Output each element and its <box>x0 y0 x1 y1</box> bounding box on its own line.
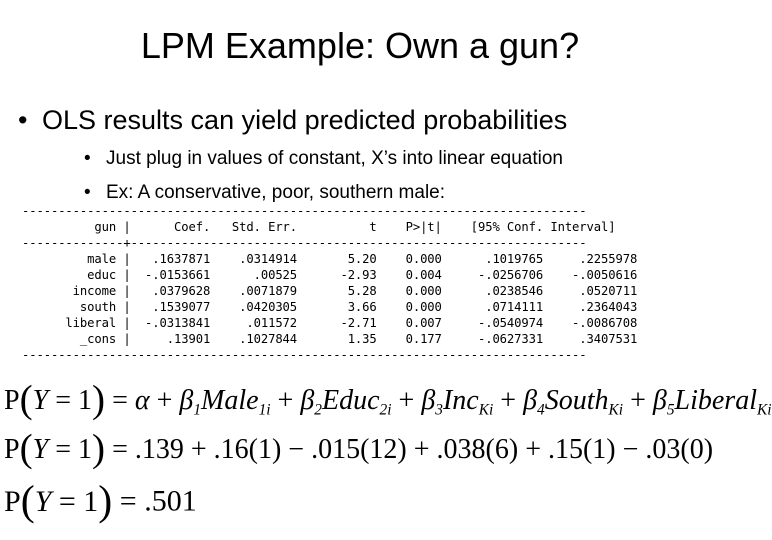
table-row: income | .0379628 .0071879 5.28 0.000 .0238546 .0520711 <box>22 284 638 298</box>
table-rule-top: ------------------------------------------------------------------------------ <box>22 204 587 218</box>
equation-rhs: = .139 + .16(1) − .015(12) + .038(6) + .15(1) − .03(0) <box>112 433 714 465</box>
equation-rhs: = $\alpha + \beta_1Male_{1i}$ + $\beta_2Educ_{2i} + \beta_3Inc_{Ki}$ + $\beta_4South_{Ki}$ + $\beta_5Liberal_{Ki}$ <box>112 384 772 419</box>
slide-title: LPM Example: Own a gun? <box>140 25 580 66</box>
equation-plugged <box>4 427 713 472</box>
table-row: south | .1539077 .0420305 3.66 0.000 .0714111 .2364043 <box>22 300 638 314</box>
sub-bullet-item <box>84 147 563 171</box>
table-row: liberal | -.0313841 .011572 -2.71 0.007 -.0540974 -.0086708 <box>22 316 638 330</box>
table-rule-bottom: ------------------------------------------------------------------------------ <box>22 348 587 362</box>
bullet-dot-icon: • <box>84 182 91 203</box>
equation-lhs: P(Y = 1) <box>4 427 106 470</box>
bullet-dot-icon: • <box>18 105 28 135</box>
table-row: male | .1637871 .0314914 5.20 0.000 .1019765 .2255978 <box>22 252 638 266</box>
sub-bullet-text: Ex: A conservative, poor, southern male: <box>106 182 446 203</box>
equation-general <box>4 378 772 432</box>
equation-result <box>4 476 197 527</box>
sub-bullet-text: Just plug in values of constant, X’s into linear equation <box>106 148 563 169</box>
equation-lhs: P(Y = 1) <box>4 478 113 524</box>
table-rule-mid: --------------+--------------------------------------------------------------- <box>22 236 587 250</box>
bullet-text: OLS results can yield predicted probabilities <box>42 105 568 135</box>
table-header: gun | Coef. Std. Err. t P>|t| [95% Conf. Interval] <box>22 220 616 234</box>
table-row: educ | -.0153661 .00525 -2.93 0.004 -.0256706 -.0050616 <box>22 268 638 282</box>
regression-output-table <box>22 203 637 363</box>
equation-rhs: = .501 <box>119 484 197 518</box>
table-row: _cons | .13901 .1027844 1.35 0.177 -.0627331 .3407531 <box>22 332 638 346</box>
sub-bullet-item <box>84 181 445 205</box>
bullet-dot-icon: • <box>84 148 91 169</box>
bullet-item <box>18 103 567 137</box>
equation-lhs: P(Y = 1) <box>4 378 106 421</box>
